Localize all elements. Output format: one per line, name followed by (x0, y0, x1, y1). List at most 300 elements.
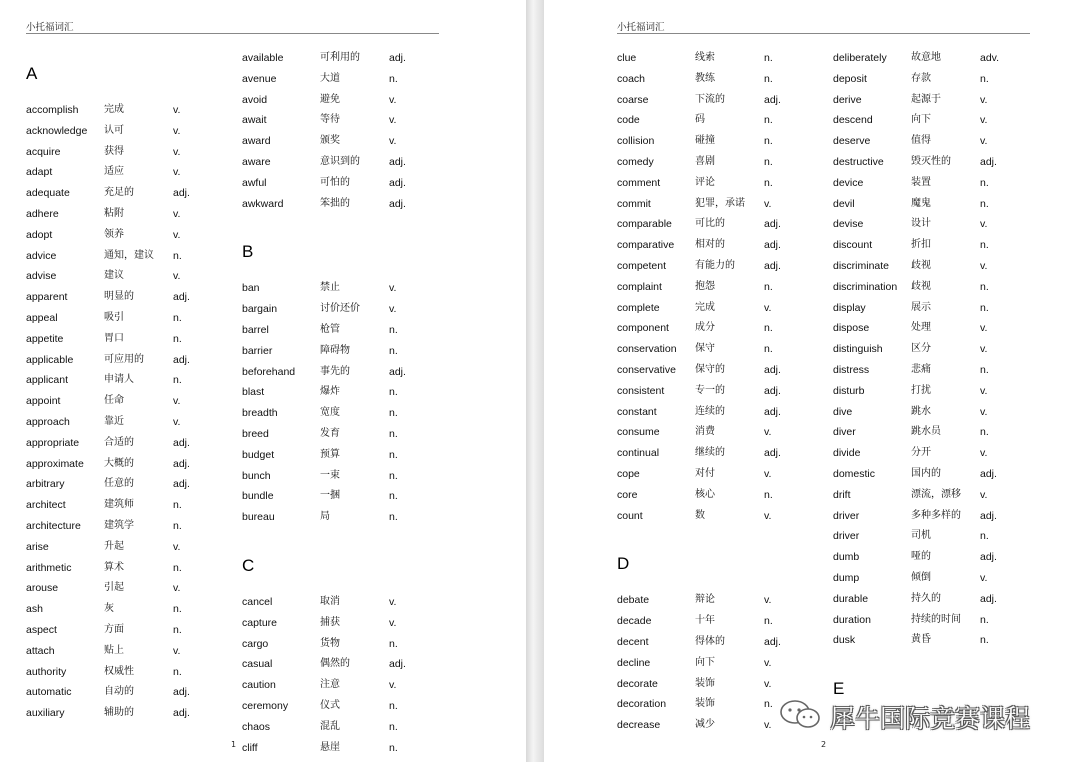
english-word: dispose (833, 322, 870, 335)
chinese-meaning: 故意地 (911, 52, 941, 63)
word-row (617, 318, 817, 338)
word-row (26, 308, 226, 328)
english-word: bunch (242, 469, 271, 482)
chinese-meaning: 枪管 (320, 324, 340, 335)
section-letter: A (26, 64, 38, 83)
english-word: adapt (26, 166, 53, 179)
word-row (242, 424, 442, 444)
part-of-speech: v. (980, 405, 988, 418)
word-row (833, 485, 1033, 505)
chinese-meaning: 向下 (695, 656, 715, 668)
word-row (242, 403, 442, 423)
word-row (617, 152, 817, 172)
english-word: comparative (617, 239, 675, 252)
chinese-meaning: 分开 (911, 447, 931, 459)
english-word: approach (26, 416, 70, 428)
part-of-speech: n. (980, 280, 989, 293)
english-word: coach (617, 72, 646, 85)
chinese-meaning: 辩论 (695, 594, 715, 606)
chinese-meaning: 歧视 (911, 260, 931, 271)
part-of-speech: v. (764, 509, 772, 522)
english-word: avenue (242, 72, 277, 85)
english-word: arithmetic (26, 561, 72, 574)
chinese-meaning: 歧视 (911, 280, 931, 292)
part-of-speech: n. (980, 239, 989, 252)
english-word: await (242, 114, 267, 127)
part-of-speech: adj. (980, 468, 997, 480)
part-of-speech: n. (173, 624, 182, 636)
english-word: awful (242, 176, 267, 189)
part-of-speech: v. (980, 322, 988, 335)
word-row (242, 445, 442, 465)
part-of-speech: v. (389, 135, 397, 148)
chinese-meaning: 完成 (104, 104, 124, 115)
word-row (242, 717, 442, 737)
english-word: continual (617, 447, 660, 460)
part-of-speech: adj. (764, 239, 781, 252)
part-of-speech: adj. (764, 218, 781, 231)
chinese-meaning: 漂流，漂移 (911, 488, 961, 500)
chinese-meaning: 获得 (104, 145, 124, 157)
part-of-speech: v. (980, 260, 988, 272)
part-of-speech: adj. (389, 156, 406, 168)
chinese-meaning: 向下 (911, 114, 931, 126)
chinese-meaning: 折扣 (911, 239, 931, 251)
english-word: acknowledge (26, 124, 88, 137)
chinese-meaning: 得体的 (695, 636, 725, 647)
english-word: commit (617, 197, 651, 210)
chinese-meaning: 偶然的 (320, 658, 350, 670)
english-word: discount (833, 239, 873, 252)
chinese-meaning: 下流的 (695, 93, 725, 105)
part-of-speech: adj. (173, 291, 190, 304)
word-row (242, 634, 442, 654)
word-row (617, 611, 817, 631)
word-row (242, 173, 442, 193)
word-row (242, 675, 442, 695)
part-of-speech: v. (980, 218, 988, 231)
word-row (617, 402, 817, 422)
word-row (26, 412, 226, 432)
chinese-meaning: 减少 (695, 719, 715, 731)
chinese-meaning: 充足的 (104, 187, 134, 199)
part-of-speech: n. (980, 176, 989, 189)
word-row (26, 599, 226, 619)
chinese-meaning: 贴上 (104, 644, 124, 656)
word-row (833, 610, 1033, 630)
chinese-meaning: 碰撞 (695, 135, 715, 147)
english-word: competent (617, 260, 667, 272)
word-row (833, 589, 1033, 609)
part-of-speech: n. (389, 637, 398, 650)
part-of-speech: adj. (389, 176, 406, 189)
part-of-speech: n. (389, 511, 398, 524)
word-row (242, 362, 442, 382)
page-header: 小托福词汇 (617, 22, 665, 33)
word-row (242, 152, 442, 172)
word-row (26, 474, 226, 494)
word-row (26, 287, 226, 307)
page-number: 2 (821, 740, 827, 749)
english-word: appetite (26, 332, 64, 345)
word-row (26, 558, 226, 578)
part-of-speech: adj. (173, 478, 190, 491)
word-row (617, 506, 817, 526)
chinese-meaning: 保守 (695, 343, 715, 355)
chinese-meaning: 方面 (104, 624, 124, 635)
part-of-speech: n. (980, 197, 989, 210)
chinese-meaning: 保守的 (695, 364, 725, 375)
part-of-speech: adj. (173, 353, 190, 366)
chinese-meaning: 完成 (695, 301, 715, 313)
chinese-meaning: 抱怨 (695, 280, 715, 292)
english-word: dump (833, 572, 860, 584)
english-word: cope (617, 468, 640, 480)
part-of-speech: adj. (389, 365, 406, 378)
chinese-meaning: 对付 (695, 468, 715, 479)
chinese-meaning: 数 (695, 509, 705, 521)
part-of-speech: n. (764, 52, 773, 64)
part-of-speech: v. (764, 197, 772, 210)
english-word: beforehand (242, 365, 296, 378)
part-of-speech: n. (389, 720, 398, 733)
english-word: descend (833, 114, 873, 127)
english-word: aware (242, 156, 271, 168)
english-word: attach (26, 644, 55, 657)
english-word: comedy (617, 156, 654, 168)
english-word: divide (833, 447, 861, 460)
part-of-speech: adj. (173, 187, 190, 200)
word-row (26, 121, 226, 141)
part-of-speech: v. (173, 208, 181, 220)
chinese-meaning: 吸引 (104, 312, 124, 323)
chinese-meaning: 注意 (320, 679, 340, 691)
chinese-meaning: 可比的 (695, 218, 725, 230)
chinese-meaning: 粘附 (104, 208, 124, 219)
part-of-speech: adj. (764, 93, 781, 106)
english-word: consume (617, 426, 660, 439)
chinese-meaning: 悬崖 (320, 741, 340, 753)
word-row (26, 100, 226, 120)
english-word: appropriate (26, 436, 80, 449)
chinese-meaning: 打扰 (911, 384, 931, 396)
word-row (26, 433, 226, 453)
english-word: component (617, 322, 669, 335)
chinese-meaning: 任命 (104, 395, 124, 407)
part-of-speech: adj. (980, 509, 997, 522)
part-of-speech: n. (980, 634, 989, 647)
word-row (242, 278, 442, 298)
header-divider (26, 33, 439, 34)
english-word: breed (242, 428, 269, 440)
word-row (242, 382, 442, 402)
chinese-meaning: 局 (320, 511, 330, 523)
chinese-meaning: 装饰 (695, 698, 715, 710)
english-word: ban (242, 282, 260, 295)
chinese-meaning: 成分 (695, 322, 715, 334)
word-row (833, 277, 1033, 297)
word-row (26, 329, 226, 349)
english-word: budget (242, 448, 275, 461)
english-word: applicable (26, 353, 74, 366)
word-row (242, 194, 442, 214)
english-word: core (617, 488, 638, 501)
word-row (833, 69, 1033, 89)
english-word: cargo (242, 637, 269, 650)
word-row (617, 173, 817, 193)
part-of-speech: n. (389, 386, 398, 399)
english-word: devil (833, 197, 855, 210)
word-row (242, 466, 442, 486)
chinese-meaning: 等待 (320, 114, 340, 126)
english-word: complaint (617, 280, 662, 293)
chinese-meaning: 连续的 (695, 405, 725, 417)
english-word: adopt (26, 228, 53, 241)
english-word: domestic (833, 468, 876, 480)
chinese-meaning: 毁灭性的 (911, 156, 951, 167)
chinese-meaning: 预算 (320, 448, 340, 460)
part-of-speech: adj. (173, 707, 190, 720)
word-row (617, 298, 817, 318)
chinese-meaning: 哑的 (911, 551, 931, 563)
part-of-speech: n. (173, 499, 182, 512)
chinese-meaning: 专一的 (695, 384, 725, 396)
english-word: applicant (26, 374, 69, 387)
english-word: architecture (26, 520, 81, 532)
english-word: discriminate (833, 260, 890, 272)
word-row (26, 495, 226, 515)
english-word: display (833, 301, 866, 314)
part-of-speech: n. (173, 665, 182, 678)
word-row (833, 48, 1033, 68)
word-row (833, 318, 1033, 338)
part-of-speech: v. (173, 166, 181, 179)
english-word: awkward (242, 197, 284, 210)
word-row (833, 256, 1033, 276)
word-row (26, 537, 226, 557)
word-row (617, 485, 817, 505)
chinese-meaning: 取消 (320, 596, 340, 607)
chinese-meaning: 发育 (320, 428, 340, 439)
chinese-meaning: 评论 (695, 176, 715, 188)
part-of-speech: n. (173, 603, 182, 616)
chinese-meaning: 跳水 (911, 405, 931, 417)
word-row (26, 641, 226, 661)
english-word: decrease (617, 719, 661, 732)
part-of-speech: n. (764, 615, 773, 628)
word-row (617, 110, 817, 130)
chinese-meaning: 消费 (695, 426, 715, 438)
chinese-meaning: 合适的 (104, 436, 134, 448)
english-word: bargain (242, 303, 278, 316)
part-of-speech: v. (980, 135, 988, 148)
english-word: disturb (833, 384, 865, 397)
part-of-speech: v. (173, 145, 181, 158)
word-row (833, 402, 1033, 422)
part-of-speech: n. (764, 72, 773, 85)
part-of-speech: n. (389, 407, 398, 420)
chinese-meaning: 一捆 (320, 490, 340, 502)
chinese-meaning: 颁奖 (320, 135, 340, 147)
part-of-speech: v. (389, 282, 397, 295)
english-word: breadth (242, 407, 278, 420)
part-of-speech: adj. (764, 447, 781, 460)
english-word: chaos (242, 720, 271, 733)
part-of-speech: n. (173, 332, 182, 345)
chinese-meaning: 灰 (104, 603, 114, 615)
english-word: complete (617, 301, 660, 314)
word-row (617, 339, 817, 359)
word-row (617, 131, 817, 151)
chinese-meaning: 核心 (695, 488, 715, 500)
chinese-meaning: 相对的 (695, 239, 725, 251)
english-word: bundle (242, 490, 274, 503)
part-of-speech: n. (980, 364, 989, 376)
english-word: device (833, 176, 864, 189)
part-of-speech: v. (980, 114, 988, 127)
word-row (26, 662, 226, 682)
part-of-speech: n. (764, 698, 773, 711)
chinese-meaning: 有能力的 (695, 260, 735, 271)
english-word: blast (242, 386, 265, 399)
chinese-meaning: 仪式 (320, 700, 340, 711)
word-row (26, 142, 226, 162)
word-row (26, 246, 226, 266)
part-of-speech: adj. (389, 197, 406, 210)
english-word: duration (833, 613, 871, 626)
english-word: devise (833, 218, 864, 231)
section-letter: B (242, 242, 254, 262)
part-of-speech: n. (389, 72, 398, 85)
english-word: diver (833, 426, 856, 439)
part-of-speech: v. (173, 582, 181, 595)
part-of-speech: adj. (173, 457, 190, 470)
word-row (26, 391, 226, 411)
part-of-speech: n. (389, 700, 398, 712)
english-word: caution (242, 679, 276, 692)
page-header: 小托福词汇 (26, 22, 74, 33)
english-word: deposit (833, 72, 867, 85)
english-word: aspect (26, 624, 57, 636)
english-word: advise (26, 270, 57, 283)
word-row (26, 578, 226, 598)
word-row (242, 48, 442, 68)
part-of-speech: v. (173, 104, 181, 116)
part-of-speech: v. (764, 468, 772, 480)
part-of-speech: n. (980, 426, 989, 439)
word-row (617, 69, 817, 89)
english-word: capture (242, 616, 278, 629)
chinese-meaning: 处理 (911, 322, 931, 334)
chinese-meaning: 司机 (911, 530, 931, 542)
part-of-speech: n. (764, 176, 773, 189)
chinese-meaning: 持久的 (911, 592, 941, 604)
chinese-meaning: 持续的时间 (911, 613, 961, 625)
part-of-speech: n. (389, 344, 398, 357)
english-word: consistent (617, 384, 665, 397)
word-row (833, 235, 1033, 255)
chinese-meaning: 装置 (911, 176, 931, 188)
word-row (617, 632, 817, 652)
chinese-meaning: 展示 (911, 301, 931, 313)
english-word: arouse (26, 582, 59, 595)
chinese-meaning: 靠近 (104, 416, 124, 427)
english-word: avoid (242, 93, 268, 106)
part-of-speech: n. (980, 530, 989, 543)
part-of-speech: n. (389, 490, 398, 503)
english-word: driver (833, 509, 860, 522)
page-2 (544, 0, 1080, 762)
chinese-meaning: 障碍物 (320, 344, 350, 356)
word-row (242, 654, 442, 674)
part-of-speech: v. (389, 303, 397, 316)
english-word: decoration (617, 698, 667, 711)
word-row (833, 131, 1033, 151)
part-of-speech: adj. (389, 658, 406, 671)
part-of-speech: n. (173, 520, 182, 532)
english-word: bureau (242, 511, 275, 524)
chinese-meaning: 意识到的 (320, 156, 360, 167)
english-word: barrel (242, 324, 269, 336)
page-gap (526, 0, 544, 762)
english-word: constant (617, 405, 657, 418)
section-letter: D (617, 554, 630, 574)
english-word: conservation (617, 343, 677, 356)
chinese-meaning: 黄昏 (911, 634, 931, 646)
word-row (617, 422, 817, 442)
english-word: distinguish (833, 343, 883, 356)
part-of-speech: n. (389, 324, 398, 336)
part-of-speech: n. (980, 301, 989, 314)
english-word: debate (617, 594, 650, 607)
section-letter: C (242, 556, 255, 575)
chinese-meaning: 捕获 (320, 616, 340, 628)
english-word: count (617, 509, 643, 522)
word-row (242, 341, 442, 361)
chinese-meaning: 装饰 (695, 677, 715, 689)
part-of-speech: n. (389, 741, 398, 754)
english-word: casual (242, 658, 273, 671)
english-word: ash (26, 603, 43, 616)
word-row (242, 69, 442, 89)
word-row (833, 152, 1033, 172)
part-of-speech: n. (389, 448, 398, 461)
english-word: collision (617, 135, 655, 148)
chinese-meaning: 大概的 (104, 457, 134, 469)
chinese-meaning: 多种多样的 (911, 509, 961, 521)
part-of-speech: n. (980, 613, 989, 626)
word-row (242, 592, 442, 612)
english-word: advice (26, 249, 57, 262)
word-row (242, 696, 442, 716)
section-letter: E (833, 679, 845, 699)
word-row (242, 110, 442, 130)
english-word: comparable (617, 218, 672, 231)
part-of-speech: v. (173, 540, 181, 553)
english-word: accomplish (26, 104, 79, 116)
english-word: dive (833, 405, 853, 418)
word-row (26, 703, 226, 723)
english-word: auxiliary (26, 707, 65, 720)
word-row (617, 277, 817, 297)
english-word: arbitrary (26, 478, 65, 491)
chinese-meaning: 悲痛 (911, 364, 931, 375)
chinese-meaning: 升起 (104, 540, 124, 552)
english-word: authority (26, 665, 67, 678)
word-row (242, 486, 442, 506)
word-row (26, 183, 226, 203)
chinese-meaning: 明显的 (104, 291, 134, 303)
